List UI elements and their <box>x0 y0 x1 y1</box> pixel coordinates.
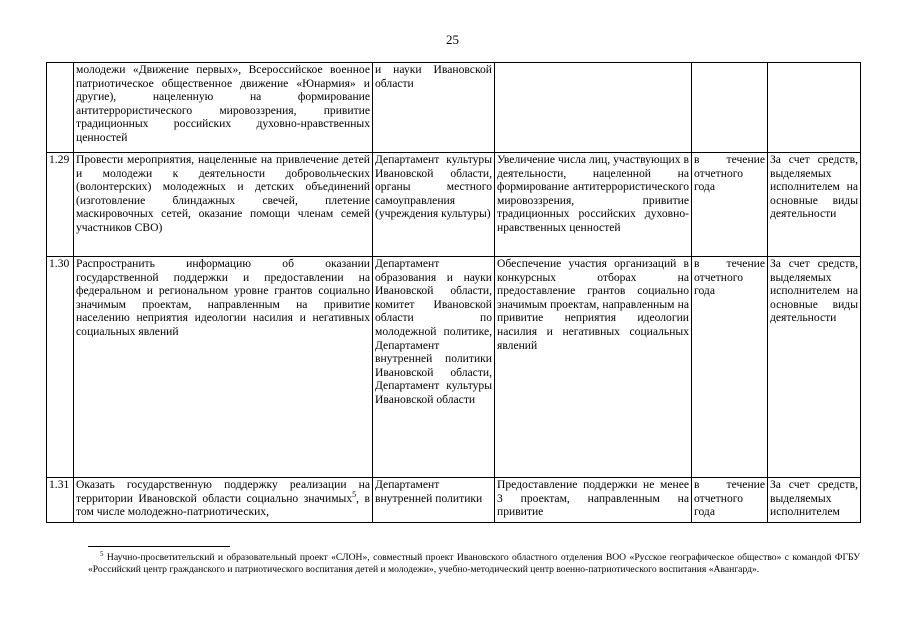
executor-cell: Департамент внутренней политики <box>373 478 495 523</box>
result-cell: Обеспечение участия организаций в конкурсных отборах на предоставление грантов социально значимым проектам, направленным на привитие неприятия идеологии насилия и негативных социальных явлений <box>495 257 692 478</box>
funding-cell: За счет средств, выделяемых исполнителем на основные виды деятельности <box>768 257 861 478</box>
row-number: 1.31 <box>47 478 74 523</box>
action-cell: Распространить информацию об оказании государственной поддержки и предоставлении на федеральном и региональном уровне грантов социально значимым проектам, направленным на привитие населению неприятия идеологии насилия и негативных социальных явлений <box>74 257 373 478</box>
executor-cell: и науки Ивановской области <box>373 63 495 153</box>
row-number <box>47 63 74 153</box>
action-cell: молодежи «Движение первых», Всероссийское военное патриотическое общественное движение «Юнармия» и другие), нацеленную на формирование антитеррористического мировоззрения, привитие традиционных российских духовно-нравственных ценностей <box>74 63 373 153</box>
action-text: Оказать государственную поддержку реализации на территории Ивановской области социально значимых <box>76 478 370 505</box>
funding-cell: За счет средств, выделяемых исполнителем <box>768 478 861 523</box>
result-cell: Увеличение числа лиц, участвующих в деятельности, нацеленной на формирование антитеррористического мировоззрения, привитие традиционных российских духовно-нравственных ценностей <box>495 153 692 257</box>
measures-table <box>46 62 861 523</box>
footnote-reference[interactable]: 5 <box>352 489 357 499</box>
period-cell: в течение отчетного года <box>692 478 768 523</box>
footnote <box>88 549 860 576</box>
period-cell: в течение отчетного года <box>692 257 768 478</box>
action-text-continued: , в том числе молодежно-патриотических, <box>76 491 370 519</box>
footnote-divider <box>88 546 230 547</box>
action-cell: Провести мероприятия, нацеленные на привлечение детей и молодежи к деятельности добровольческих (волонтерских) молодежных и детских объединений (изготовление блиндажных свечей, плетение маскировочных сетей, оказание помощи членам семей участников СВО) <box>74 153 373 257</box>
result-cell: Предоставление поддержки не менее 3 проектам, направленным на привитие <box>495 478 692 523</box>
table-row <box>47 63 861 153</box>
footnote-text: Научно-просветительский и образовательный проект «СЛОН», совместный проект Ивановского областного отделения ВОО «Русское географическое общество» с командой ФГБУ «Российский центр гражданского и патриотического воспитания детей и молодежи», учебно-методический центр военно-патриотического воспитания «Авангард». <box>88 552 860 575</box>
result-cell <box>495 63 692 153</box>
table-row <box>47 153 861 257</box>
action-cell <box>74 478 373 523</box>
row-number: 1.30 <box>47 257 74 478</box>
footnote-mark: 5 <box>100 549 104 558</box>
funding-cell <box>768 63 861 153</box>
period-cell <box>692 63 768 153</box>
executor-cell: Департамент культуры Ивановской области, органы местного самоуправления (учреждения культуры) <box>373 153 495 257</box>
table-row <box>47 257 861 478</box>
table-row <box>47 478 861 523</box>
page-number: 25 <box>446 32 459 47</box>
row-number: 1.29 <box>47 153 74 257</box>
period-cell: в течение отчетного года <box>692 153 768 257</box>
funding-cell: За счет средств, выделяемых исполнителем на основные виды деятельности <box>768 153 861 257</box>
executor-cell: Департамент образования и науки Ивановской области, комитет Ивановской области по молодежной политике, Департамент внутренней политики Ивановской области, Департамент культуры Ивановской области <box>373 257 495 478</box>
